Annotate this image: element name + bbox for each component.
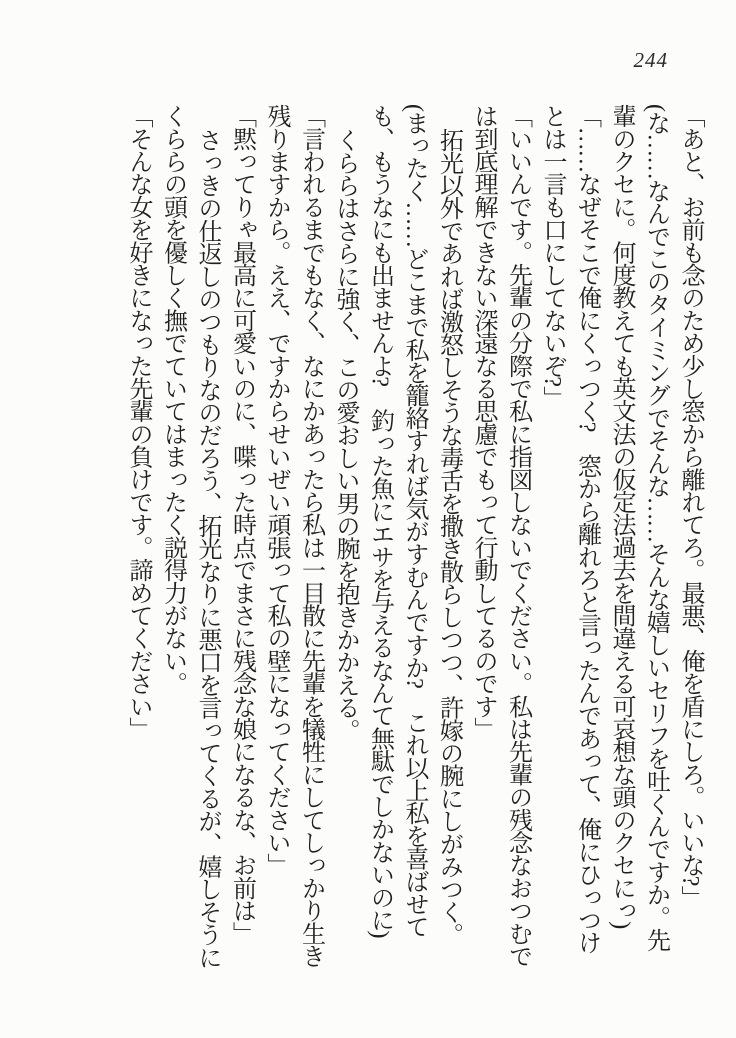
paragraph-dialogue: 「黙ってりゃ最高に可愛いのに、喋った時点でまさに残念な娘になるな、お前は」 xyxy=(228,104,255,944)
paragraph-dialogue: 「……なぜそこで俺にくっつく? 窓から離れろと言ったんであって、俺にひっつけとは一言も口にしてないぞ?」 xyxy=(539,104,600,954)
paragraph-dialogue: 「あと、お前も念のため少し窓から離れてろ。最悪、俺を盾にしろ。いいな?」 xyxy=(677,104,703,908)
text-column-block xyxy=(121,104,708,970)
paragraph-thought: (まったく……どこまで私を籠絡すれば気がすむんですか? これ以上私を喜ばせても、もうなにも出ませんよ? 釣った魚にエサを与えるなんて無駄でしかないのに) xyxy=(366,104,427,938)
paragraph-narration: くららはさらに強く、この愛おしい男の腕を抱きかかえる。 xyxy=(332,128,358,741)
page-number: 244 xyxy=(633,48,668,72)
paragraph-narration: さっきの仕返しのつもりなのだろう、拓光なりに悪口を言ってくるが、嬉しそうにくららの頭を優しく撫でていてはまったく説得力がない。 xyxy=(159,104,220,968)
paragraph-dialogue: 「いいんです。先輩の分際で私に指図しないでください。私は先輩の残念なおつむでは到底理解できない深遠なる思慮でもって行動してるのです」 xyxy=(470,104,531,967)
paragraph-narration: 拓光以外であれば激怒しそうな毒舌を撒き散らしつつ、許嫁の腕にしがみつく。 xyxy=(435,128,462,946)
paragraph-thought: (な……なんでこのタイミングでそんな……そんな嬉しいセリフを吐くんですか。先輩のクセに。何度教えても英文法の仮定法過去を間違える可哀想な頭のクセにっ) xyxy=(608,104,669,951)
paragraph-dialogue: 「言われるまでもなく、なにかあったら私は一目散に先輩を犠牲にしてしっかり生き残りますから。ええ、ですからせいぜい頑張って私の壁になってください」 xyxy=(263,104,324,967)
paragraph-dialogue: 「そんな女を好きになった先輩の負けです。諦めてください」 xyxy=(125,104,151,740)
